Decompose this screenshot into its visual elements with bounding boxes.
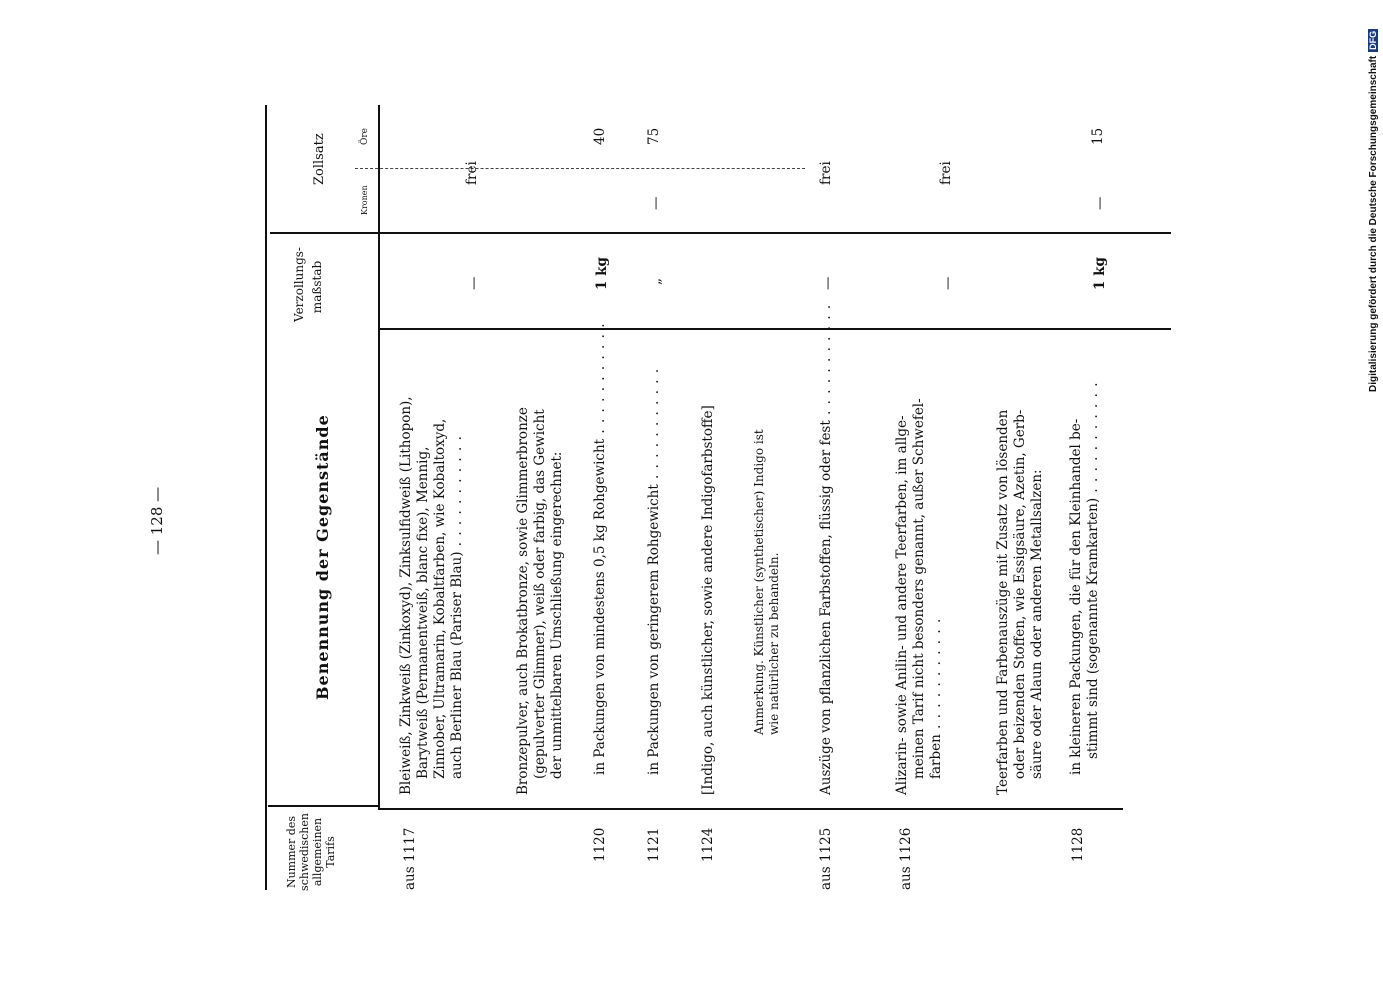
row-description: in kleineren Packungen, die für den Kleinhandel be- stimmt sind (sogenannte Kramkarten) . . . (1068, 381, 1102, 775)
row-rate-kronen: frei (818, 161, 834, 185)
dfg-logo: DFG (1368, 30, 1378, 50)
header-rate-oere: Öre (360, 127, 370, 145)
row-note: Anmerkung. Künstlicher (synthetischer) Indigo ist wie natürlicher zu behandeln. (752, 429, 781, 735)
row-unit: 1 kg (594, 257, 610, 290)
row-description: Alizarin- sowie Anilin- und andere Teerfarben, im allge- meinen Tarif nicht besonders genannt, außer Schwefel- farben . . . (894, 398, 945, 795)
row-rate-oere: 75 (646, 127, 662, 145)
header-unit: Verzollungs-maßstab (292, 247, 324, 322)
row-rate-kronen: frei (938, 161, 954, 185)
header-number: Nummer des schwedischen allgemeinen Tarifs (285, 813, 337, 891)
row-number: 1121 (646, 827, 662, 862)
column-rule-rate (270, 232, 1171, 234)
row-number: 1124 (700, 827, 716, 862)
rate-subdivider (355, 168, 805, 169)
dfg-watermark (1368, 29, 1379, 392)
header-rate-kronen: Kronen (360, 185, 369, 215)
row-rate-kronen: — (1092, 196, 1108, 210)
row-description: Bronzepulver, auch Brokatbronze, sowie Glimmerbronze (gepulverter Glimmer), weiß oder farbig, das Gewicht der unmittelbaren Umschließung eingerechnet: (515, 407, 565, 795)
row-rate-kronen: — (648, 196, 664, 210)
row-number: aus 1125 (818, 827, 834, 890)
row-description: Teerfarben und Farbenauszüge mit Zusatz von lösenden oder beizenden Stoffen, wie Essigsäure, Azetin, Gerb- säure oder Alaun oder anderen Metallsalzen: (995, 409, 1045, 795)
watermark-text: Digitalisierung gefördert durch die Deutsche Forschungsgemeinschaft (1368, 55, 1379, 392)
header-rate: Zollsatz (312, 133, 327, 185)
row-number: 1128 (1070, 827, 1086, 862)
row-rate-oere: 40 (592, 127, 608, 145)
header-rule-number (268, 805, 380, 807)
row-rate-oere: 15 (1090, 127, 1106, 145)
column-rule-description (378, 808, 1123, 810)
row-rate-kronen: frei (464, 161, 480, 185)
column-rule-unit (378, 328, 1171, 330)
table-top-rule (265, 105, 267, 890)
page-number: — 128 — (148, 486, 166, 555)
row-number: aus 1117 (402, 827, 418, 890)
row-unit: — (820, 276, 836, 290)
row-description: in Packungen von geringerem Rohgewicht . . . (646, 368, 663, 775)
header-bottom-rule (378, 105, 380, 810)
row-number: aus 1126 (898, 827, 914, 890)
row-description: Auszüge von pflanzlichen Farbstoffen, flüssig oder fest . . . (818, 304, 835, 795)
header-description: Benennung der Gegenstände (313, 414, 332, 700)
row-number: 1120 (592, 827, 608, 862)
row-description: Bleiweiß, Zinkweiß (Zinkoxyd), Zinksulfidweiß (Lithopon), Barytweiß (Permanentweiß, blanc fixe), Mennig, Zinnober, Ultramarin, Kobaltfarben, wie Kobaltoxyd, auch Berliner Blau (Pariser Blau) . . . (398, 396, 466, 795)
row-unit: 1 kg (1092, 257, 1108, 290)
row-unit: — (940, 276, 956, 290)
row-unit: „ (648, 278, 664, 285)
row-description: [Indigo, auch künstlicher, sowie andere Indigofarbstoffe] (700, 405, 716, 795)
row-description: in Packungen von mindestens 0,5 kg Rohgewicht . . . (592, 323, 609, 776)
row-unit: — (466, 276, 482, 290)
